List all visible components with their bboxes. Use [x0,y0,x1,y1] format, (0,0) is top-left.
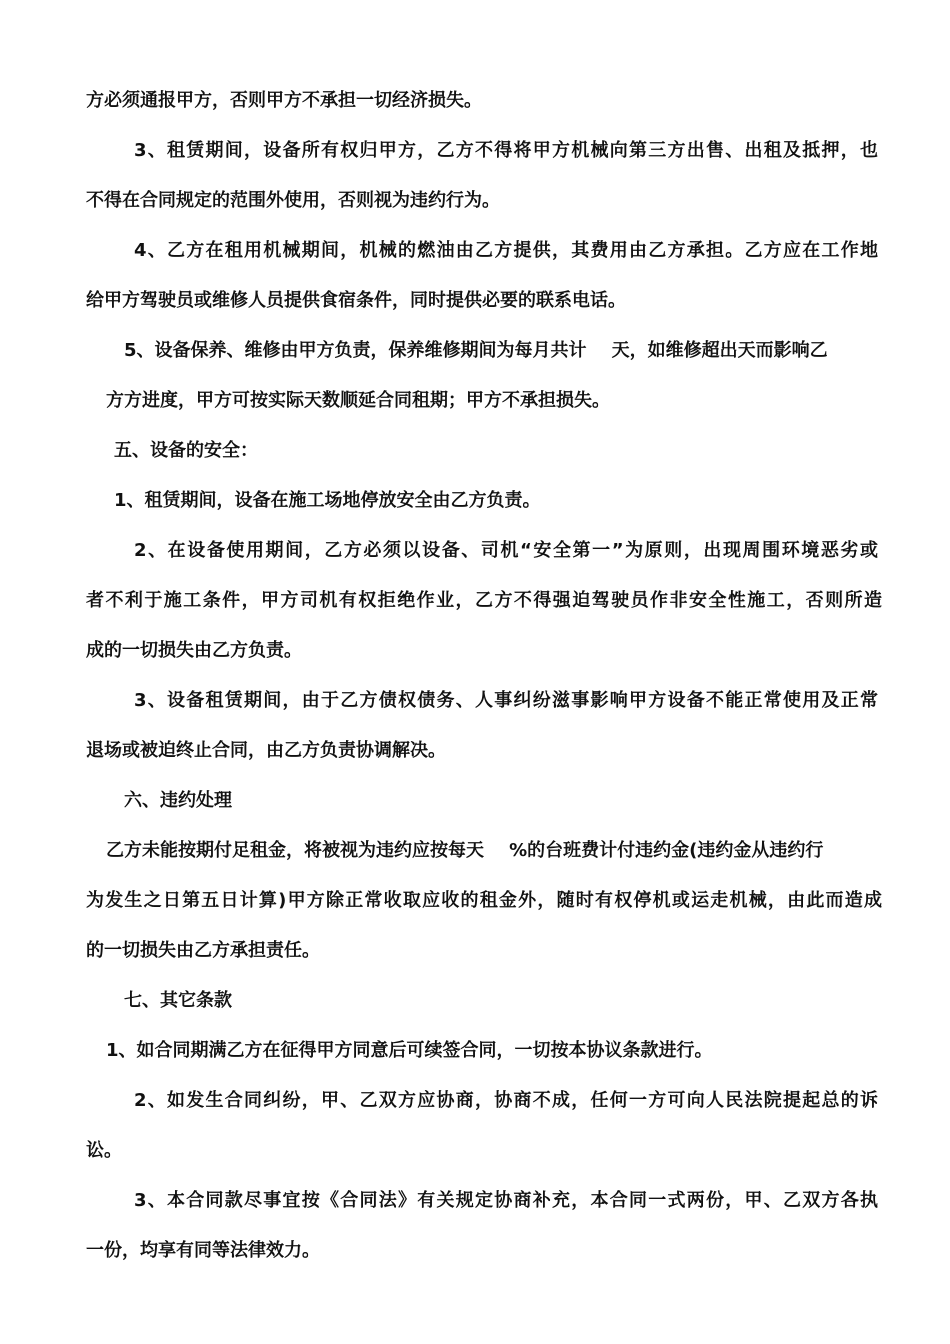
safety-clause-3-line-2: 退场或被迫终止合同，由乙方负责协调解决。 [86,740,446,761]
clause-4-line-2: 给甲方驾驶员或维修人员提供食宿条件，同时提供必要的联系电话。 [86,290,626,311]
safety-clause-2-line-2: 者不利于施工条件，甲方司机有权拒绝作业，乙方不得强迫驾驶员作非安全性施工，否则所造 [86,590,882,611]
other-clause-2-line-2: 讼。 [86,1140,122,1161]
clause-4-line-1: 4、乙方在租用机械期间，机械的燃油由乙方提供，其费用由乙方承担。乙方应在工作地 [134,240,878,261]
other-clause-2-line-1: 2、如发生合同纠纷，甲、乙双方应协商，协商不成，任何一方可向人民法院提起总的诉 [134,1090,878,1111]
other-clause-3-line-2: 一份，均享有同等法律效力。 [86,1240,320,1261]
clause-5-line-2: 方方进度，甲方可按实际天数顺延合同租期；甲方不承担损失。 [106,390,610,411]
section-heading-6: 六、违约处理 [124,790,232,811]
breach-line-3: 的一切损失由乙方承担责任。 [86,940,320,961]
section-heading-7: 七、其它条款 [124,990,232,1011]
safety-clause-1: 1、租赁期间，设备在施工场地停放安全由乙方负责。 [114,490,541,511]
clause-3-line-2: 不得在合同规定的范围外使用，否则视为违约行为。 [86,190,500,211]
other-clause-1: 1、如合同期满乙方在征得甲方同意后可续签合同，一切按本协议条款进行。 [106,1040,713,1061]
other-clause-3-line-1: 3、本合同款尽事宜按《合同法》有关规定协商补充，本合同一式两份，甲、乙双方各执 [134,1190,878,1211]
paragraph-line: 方必须通报甲方，否则甲方不承担一切经济损失。 [86,90,482,111]
safety-clause-2-line-1: 2、在设备使用期间，乙方必须以设备、司机“安全第一”为原则，出现周围环境恶劣或 [134,540,878,561]
clause-3-line-1: 3、租赁期间，设备所有权归甲方，乙方不得将甲方机械向第三方出售、出租及抵押，也 [134,140,878,161]
clause-5-line-1: 5、设备保养、维修由甲方负责，保养维修期间为每月共计 天，如维修超出天而影响乙 [124,340,828,361]
section-heading-5: 五、设备的安全： [114,440,258,461]
safety-clause-2-line-3: 成的一切损失由乙方负责。 [86,640,302,661]
safety-clause-3-line-1: 3、设备租赁期间，由于乙方债权债务、人事纠纷滋事影响甲方设备不能正常使用及正常 [134,690,878,711]
breach-line-1: 乙方未能按期付足租金，将被视为违约应按每天 %的台班费计付违约金(违约金从违约行 [106,840,824,861]
breach-line-2: 为发生之日第五日计算)甲方除正常收取应收的租金外，随时有权停机或运走机械，由此而造成 [86,890,882,911]
